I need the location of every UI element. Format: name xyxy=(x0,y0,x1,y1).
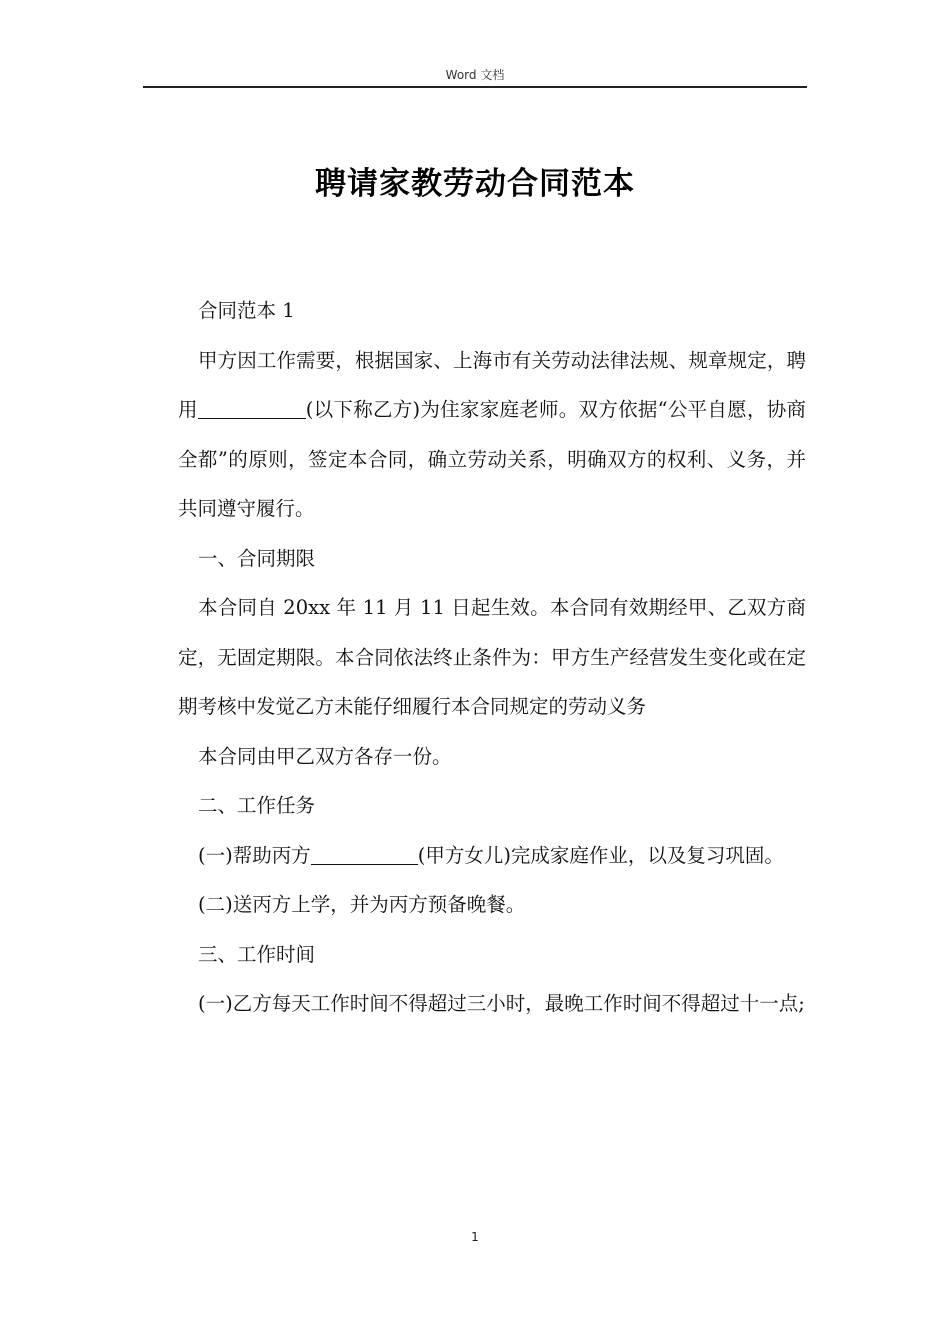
paragraph-term: 本合同自 20xx 年 11 月 11 日起生效。本合同有效期经甲、乙双方商定，无固定期限。本合同依法终止条件为：甲方生产经营发生变化或在定期考核中发觉乙方未能仔细履行本合同规定的劳动义务 xyxy=(178,596,806,718)
paragraph-task-one-text-b: (甲方女儿)完成家庭作业，以及复习巩固。 xyxy=(417,843,784,867)
page-number: 1 xyxy=(471,1230,479,1244)
document-body xyxy=(178,286,806,1029)
header-divider xyxy=(143,86,807,88)
paragraph-heading-sample: 合同范本 1 xyxy=(198,299,295,322)
fill-in-blank-teacher-name[interactable] xyxy=(198,398,306,419)
document-title: 聘请家教劳动合同范本 xyxy=(315,166,635,202)
paragraph-task-one xyxy=(178,831,806,881)
paragraph-task-one-text-a: (一)帮助丙方 xyxy=(198,843,311,867)
page-header: Word 文档 xyxy=(445,68,505,82)
paragraph-intro-text-a: 甲方因工作需要，根据国家、上海市有关劳动法律法规、规章规定，聘用 xyxy=(178,348,806,421)
paragraph-intro xyxy=(178,336,806,534)
paragraph-hours-one: (一)乙方每天工作时间不得超过三小时，最晚工作时间不得超过十一点; xyxy=(198,992,805,1015)
paragraph-intro-text-b: (以下称乙方)为住家家庭老师。双方依据“公平自愿，协商全都”的原则，签定本合同，确立劳动关系，明确双方的权利、义务，并共同遵守履行。 xyxy=(178,398,806,520)
paragraph-task-two: (二)送丙方上学，并为丙方预备晚餐。 xyxy=(198,893,526,916)
section-heading-term: 一、合同期限 xyxy=(198,546,316,570)
fill-in-blank-student-name[interactable] xyxy=(311,844,418,865)
section-heading-hours: 三、工作时间 xyxy=(198,942,316,966)
section-heading-tasks: 二、工作任务 xyxy=(198,794,316,817)
paragraph-copies: 本合同由甲乙双方各存一份。 xyxy=(198,744,452,768)
